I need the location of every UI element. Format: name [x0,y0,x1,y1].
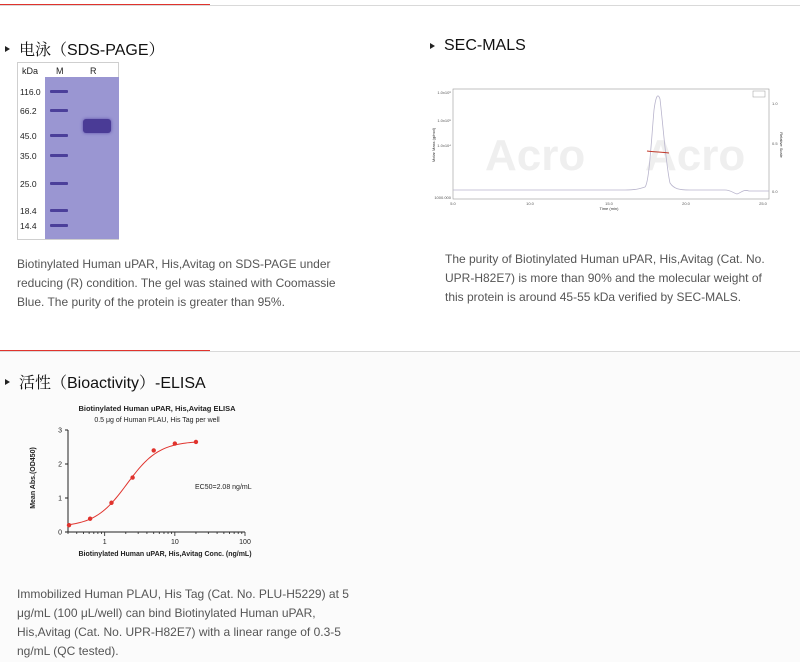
sec-watermark: Acro [645,131,746,180]
sec-x-tick: 20.0 [682,201,690,206]
sec-x-label: Time (min) [599,206,619,211]
mw-marker: 14.4 [20,221,37,231]
elisa-data-point [130,475,134,479]
sec-y-right-tick: 0.0 [772,189,778,194]
mw-marker: 116.0 [20,87,41,97]
mw-marker: 25.0 [20,179,37,189]
sec-y-left-label: Molar Mass (g/mol) [431,127,436,163]
sec-x-tick: 5.0 [450,201,456,206]
sec-caption: The purity of Biotinylated Human uPAR, His,Avitag (Cat. No. UPR-H82E7) is more than 90% and the molecular weight of this protein is around 45-55 kDa verified by SEC-MALS. [445,252,765,304]
bullet-triangle-icon [5,379,10,385]
ladder-band [50,154,68,157]
bullet-triangle-icon [430,43,435,49]
elisa-data-point [67,523,71,527]
elisa-y-tick-label: 0 [58,529,62,537]
mw-marker: 35.0 [20,151,37,161]
elisa-x-tick-label: 1 [102,539,107,546]
gel-body [45,77,119,239]
elisa-fit-curve [69,442,196,525]
sec-y-left-tick: 1.0x10⁶ [437,90,451,95]
elisa-data-point [88,517,92,521]
elisa-ec50-annotation: EC50=2.08 ng/mL [195,484,252,491]
sec-y-left-tick: 1.0x10⁵ [437,118,451,123]
sds-caption: Biotinylated Human uPAR, His,Avitag on SDS-PAGE under reducing (R) condition. The gel was stained with Coomassie Blue. The purity of the protein is greater than 95%. [17,257,336,309]
elisa-chart [10,398,300,568]
ladder-band [50,182,68,185]
sec-watermark: Acro [485,131,586,180]
mw-marker: 66.2 [20,106,37,116]
elisa-title: 活性（Bioactivity）-ELISA [5,370,206,393]
sec-x-tick: 10.0 [526,201,534,206]
mw-marker: 45.0 [20,131,37,141]
elisa-caption: Immobilized Human PLAU, His Tag (Cat. No. PLU-H5229) at 5 μg/mL (100 μL/well) can bind Biotinylated Human uPAR, His,Avitag (Cat. No. UPR-H82E7) with a linear range of 0.3-5 ng/mL (QC tested). [17,587,349,658]
sec-mals-chart [425,85,785,215]
gel-kda-label: kDa [22,66,39,76]
elisa-data-point [173,441,177,445]
elisa-chart-title: Biotinylated Human uPAR, His,Avitag ELISA [78,404,236,413]
sec-y-right-tick: 1.0 [772,101,778,106]
ladder-band [50,209,68,212]
ladder-band [50,224,68,227]
top-divider [0,5,800,6]
mw-marker: 18.4 [20,206,37,216]
elisa-x-tick-label: 10 [170,539,179,546]
elisa-data-point [152,448,156,452]
gel-lane-r-label: R [90,66,97,76]
gel-lane-m-label: M [56,66,64,76]
sec-x-tick: 15.0 [605,201,613,206]
ladder-band [50,134,68,137]
sec-x-tick: 25.0 [759,201,767,206]
elisa-y-tick-label: 2 [58,461,62,469]
elisa-y-tick-label: 3 [58,427,62,435]
sec-y-right-label: Relative Scale [779,132,784,158]
sec-y-left-tick: 1.0x10⁴ [437,143,451,148]
elisa-marks [67,440,198,528]
elisa-y-label: Mean Abs.(OD450) [30,447,37,509]
elisa-data-point [109,501,113,505]
ladder-band [50,109,68,112]
bullet-triangle-icon [5,46,10,52]
elisa-data-point [194,440,198,444]
sds-gel-image [17,62,119,240]
elisa-x-tick-label: 100 [239,539,251,546]
sample-band [83,119,111,133]
sec-y-right-tick: 0.5 [772,141,778,146]
sds-title: 电泳（SDS-PAGE） [5,37,165,60]
sec-title: SEC-MALS [430,37,526,55]
elisa-chart-subtitle: 0.5 μg of Human PLAU, His Tag per well [94,417,220,424]
section-divider [0,351,800,352]
sec-y-left-tick: 1000.000 [434,195,451,200]
elisa-y-tick-label: 1 [58,495,62,503]
ladder-band [50,90,68,93]
elisa-x-label: Biotinylated Human uPAR, His,Avitag Conc. (ng/mL) [78,551,252,558]
